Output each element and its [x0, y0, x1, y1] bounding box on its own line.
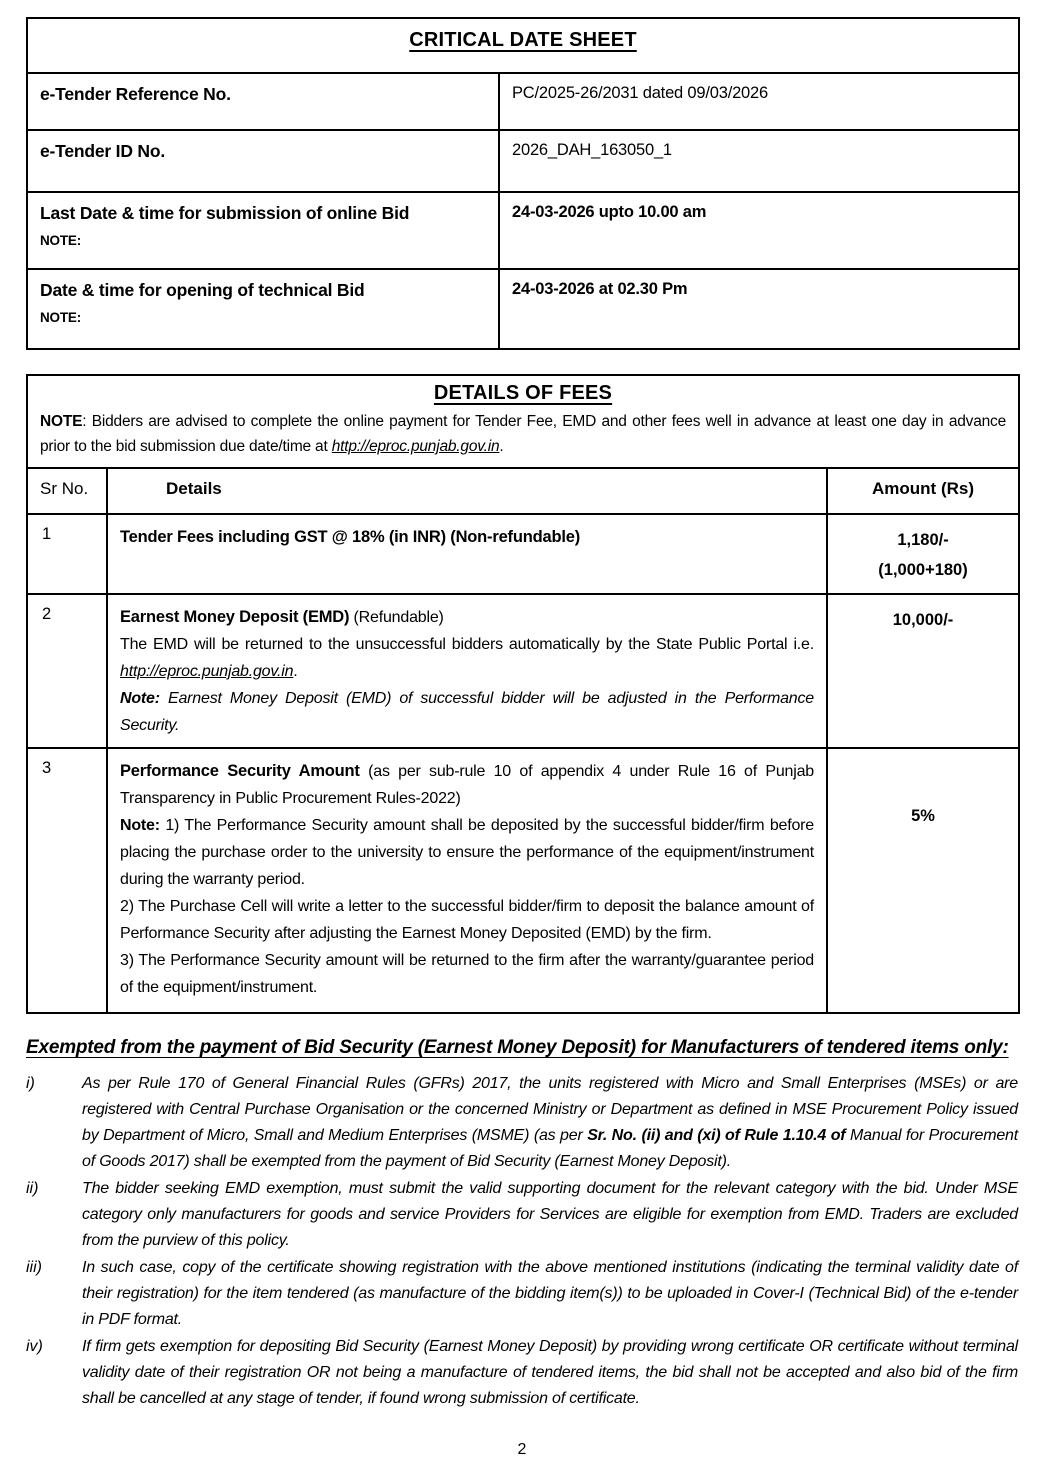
- item-i-text-post: Manual for Procurement of Goods 2017) shall be exempted from the payment of Bid Security (Earnest Money Deposit).: [82, 1127, 1018, 1170]
- fee-row-1-amount: [827, 514, 1019, 594]
- page-number: 2: [517, 1441, 527, 1458]
- list-item: [26, 1334, 1018, 1412]
- item-iii-text-pre: In such case, copy of the certificate showing registration with the above mentioned institutions (indicating the terminal validity date of their registration) for the item tendered (as manufacture of the bidding item(s)) to be uploaded in Cover-I (Technical Bid) of the e-tender in PDF format.: [82, 1259, 1018, 1328]
- performance-security-title-suffix: (as per sub-rule 10 of appendix 4 under Rule 16 of Punjab Transparency in Public Procurement Rules-2022): [120, 763, 814, 807]
- list-item-text: [82, 1255, 1018, 1333]
- table-row: [27, 130, 1019, 192]
- fees-note: [40, 409, 1006, 459]
- etender-id-value: 2026_DAH_163050_1: [499, 130, 1019, 192]
- fee-row-3-sr: 3: [27, 748, 107, 1013]
- list-item-text: [82, 1071, 1018, 1175]
- list-item-marker: iv): [26, 1338, 43, 1355]
- fees-column-header-row: [27, 468, 1019, 514]
- fee-row-performance-security: [27, 748, 1019, 1013]
- table-row: [27, 269, 1019, 349]
- critical-date-sheet-title-cell: [27, 18, 1019, 73]
- column-header-amount: Amount (Rs): [827, 468, 1019, 514]
- critical-date-sheet-table: [26, 17, 1020, 350]
- fees-note-label: NOTE: [40, 413, 83, 430]
- list-item-text: [82, 1176, 1018, 1254]
- emd-body-text: The EMD will be returned to the unsuccessful bidders automatically by the State Public Portal i.e.: [120, 636, 814, 653]
- performance-security-note-label: Note:: [120, 817, 160, 834]
- list-item-text: [82, 1334, 1018, 1412]
- performance-security-title: Performance Security Amount: [120, 762, 360, 780]
- tender-fees-title: Tender Fees including GST @ 18% (in INR) (Non-refundable): [120, 528, 580, 546]
- exemption-list: [26, 1071, 1018, 1412]
- item-ii-text-pre: The bidder seeking EMD exemption, must submit the valid supporting document for the relevant category with the bid. Under MSE category only manufacturers for goods and service Providers for Services are eligible for exemption from EMD. Traders are excluded from the purview of this policy.: [82, 1180, 1018, 1249]
- column-header-sr-no: Sr No.: [27, 468, 107, 514]
- details-of-fees-header-cell: [27, 375, 1019, 468]
- exemption-heading-text: Exempted from the payment of Bid Security (Earnest Money Deposit) for Manufacturers of tendered items only:: [26, 1037, 1009, 1058]
- emd-note: [120, 690, 814, 734]
- details-of-fees-title: DETAILS OF FEES: [433, 382, 613, 404]
- etender-reference-label: e-Tender Reference No.: [27, 73, 499, 130]
- list-item: [26, 1255, 1018, 1333]
- list-item-marker: iii): [26, 1259, 42, 1276]
- fee-row-3-details: [107, 748, 827, 1013]
- emd-note-text: Earnest Money Deposit (EMD) of successful bidder will be adjusted in the Performance Security.: [120, 690, 814, 734]
- emd-title-suffix: (Refundable): [349, 609, 444, 626]
- performance-security-para-3: 3) The Performance Security amount will be returned to the firm after the warranty/guarantee period of the equipment/instrument.: [120, 952, 814, 996]
- performance-security-para-2: 2) The Purchase Cell will write a letter to the successful bidder/firm to deposit the balance amount of Performance Security after adjusting the Earnest Money Deposited (EMD) by the firm.: [120, 898, 814, 942]
- eproc-portal-link-emd[interactable]: http://eproc.punjab.gov.in: [120, 663, 294, 680]
- emd-body-text-end: .: [293, 663, 298, 680]
- item-i-text-pre: As per Rule 170 of General Financial Rules (GFRs) 2017, the units registered with Micro and Small Enterprises (MSEs) or are registered with Central Purchase Organisation or the concerned Ministry or Department as defined in MSE Procurement Policy issued by Department of Micro, Small and Medium Enterprises (MSME) (as per: [82, 1075, 1018, 1144]
- performance-security-note-text: 1) The Performance Security amount shall be deposited by the successful bidder/firm before placing the purchase order to the university to ensure the performance of the equipment/instrument during the warranty period.: [120, 817, 814, 888]
- list-item: [26, 1071, 1018, 1175]
- item-i-text-bold: Sr. No. (ii) and (xi) of Rule 1.10.4 of: [587, 1127, 846, 1144]
- fees-note-text-2: .: [499, 438, 504, 455]
- emd-note-label: Note:: [120, 690, 160, 707]
- fee-row-1-details: [107, 514, 827, 594]
- column-header-details: Details: [107, 468, 827, 514]
- tender-fees-amount: 1,180/-: [897, 531, 949, 549]
- opening-technical-bid-label: [27, 269, 499, 349]
- table-row: [27, 192, 1019, 269]
- last-date-submission-label: [27, 192, 499, 269]
- opening-bid-note-label: NOTE:: [40, 310, 81, 325]
- opening-technical-bid-label-text: Date & time for opening of technical Bid: [40, 280, 365, 300]
- list-item-marker: ii): [26, 1180, 39, 1197]
- etender-id-label: e-Tender ID No.: [27, 130, 499, 192]
- list-item-marker: i): [26, 1075, 35, 1092]
- fee-row-tender-fees: [27, 514, 1019, 594]
- fee-row-2-amount: 10,000/-: [827, 594, 1019, 748]
- fee-row-1-sr: 1: [27, 514, 107, 594]
- critical-date-sheet-title: CRITICAL DATE SHEET: [409, 29, 637, 51]
- last-date-note-label: NOTE:: [40, 233, 81, 248]
- exemption-heading: [26, 1032, 1018, 1063]
- eproc-portal-link[interactable]: http://eproc.punjab.gov.in: [331, 438, 500, 455]
- fee-row-3-amount: 5%: [827, 748, 1019, 1013]
- table-row: [27, 73, 1019, 130]
- last-date-submission-label-text: Last Date & time for submission of online Bid: [40, 203, 410, 223]
- item-iv-text-pre: If firm gets exemption for depositing Bid Security (Earnest Money Deposit) by providing wrong certificate OR certificate without terminal validity date of their registration OR not being a manufacture of tendered items, the bid shall not be accepted and also bid of the firm shall be cancelled at any stage of tender, if found wrong submission of certificate.: [82, 1338, 1018, 1407]
- emd-title: Earnest Money Deposit (EMD): [120, 608, 350, 626]
- fees-note-text-1: : Bidders are advised to complete the online payment for Tender Fee, EMD and other fees well in advance at least one day in advance prior to the bid submission due date/time at: [40, 413, 1007, 455]
- details-of-fees-table: [26, 374, 1020, 1014]
- fee-row-2-details: [107, 594, 827, 748]
- fee-row-2-sr: 2: [27, 594, 107, 748]
- fee-row-emd: [27, 594, 1019, 748]
- list-item: [26, 1176, 1018, 1254]
- tender-fees-amount-breakup: (1,000+180): [878, 561, 968, 579]
- last-date-submission-value: 24-03-2026 upto 10.00 am: [499, 192, 1019, 269]
- opening-technical-bid-value: 24-03-2026 at 02.30 Pm: [499, 269, 1019, 349]
- etender-reference-value: PC/2025-26/2031 dated 09/03/2026: [499, 73, 1019, 130]
